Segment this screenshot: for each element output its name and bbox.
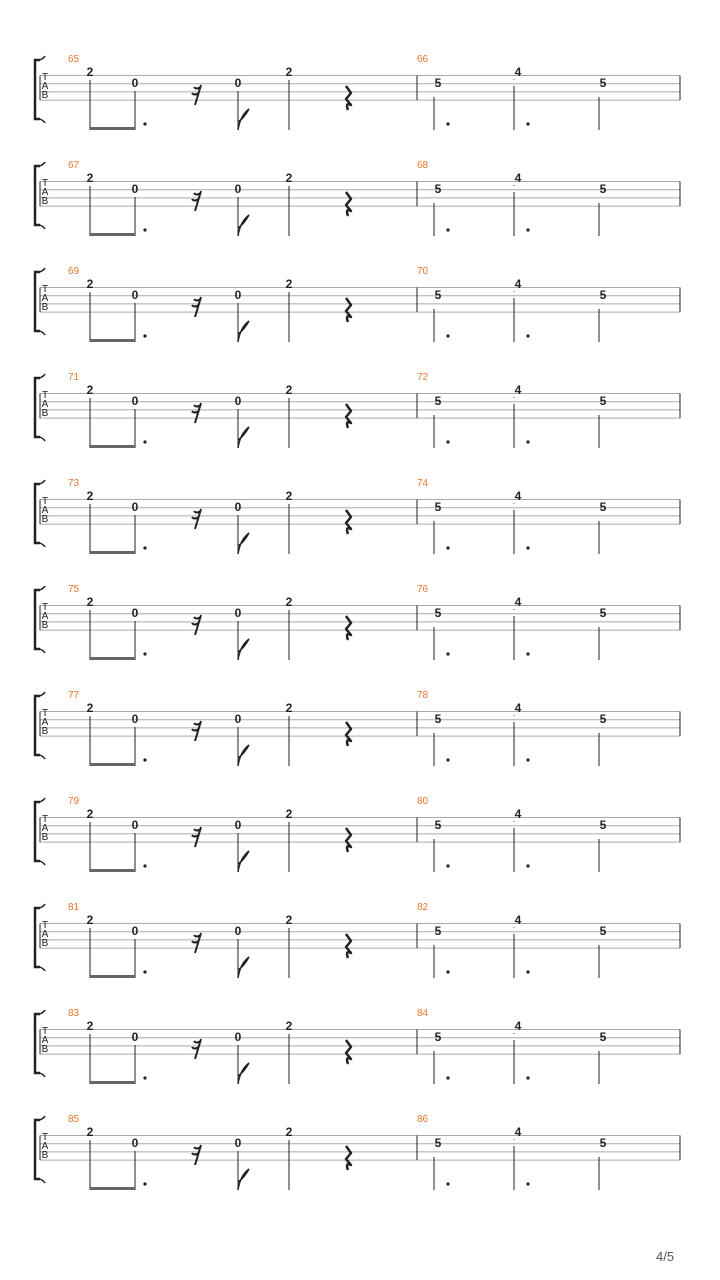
fret-number: 0 (131, 500, 139, 514)
fret-number: 4 (514, 595, 522, 609)
measure-number: 68 (417, 160, 429, 171)
tab-system (35, 796, 680, 872)
tab-clef-letter: T (41, 814, 49, 825)
system-bracket (35, 1014, 40, 1073)
measure-number: 66 (417, 54, 429, 65)
fret-number: 2 (285, 807, 293, 821)
fret-number: 5 (434, 182, 442, 196)
fret-number: 2 (86, 701, 94, 715)
measure-number: 81 (68, 902, 80, 913)
sixteenth-rest (192, 615, 201, 635)
eighth-flag (238, 109, 249, 130)
tab-clef-letter: B (41, 938, 49, 949)
measure-number: 85 (68, 1114, 80, 1125)
tab-clef-letter: B (41, 620, 49, 631)
tab-clef-letter: A (41, 929, 49, 940)
system-bracket (35, 60, 40, 119)
bracket-hook-top (40, 480, 45, 484)
fret-number: 5 (434, 1136, 442, 1150)
fret-number: 2 (285, 1125, 293, 1139)
measure-number: 67 (68, 160, 80, 171)
tab-clef-letter: T (41, 920, 49, 931)
fret-number: 2 (285, 383, 293, 397)
bracket-hook-bottom (40, 755, 45, 759)
measure-number: 82 (417, 902, 429, 913)
dot (446, 864, 449, 867)
eighth-flag (238, 1169, 249, 1190)
dot (143, 228, 146, 231)
dot (446, 546, 449, 549)
fret-number: 5 (434, 288, 442, 302)
eighth-flag (238, 957, 249, 978)
measure-number: 71 (68, 372, 80, 383)
fret-number: 0 (234, 394, 242, 408)
sixteenth-rest (192, 827, 201, 847)
fret-number: 0 (234, 712, 242, 726)
beam (90, 1081, 135, 1084)
fret-number: 5 (434, 924, 442, 938)
fret-number: 4 (514, 489, 522, 503)
quarter-rest (346, 192, 351, 216)
dot (526, 440, 529, 443)
fret-number: 0 (234, 1136, 242, 1150)
tab-clef-letter: T (41, 602, 49, 613)
dot (526, 334, 529, 337)
measure-number: 83 (68, 1008, 80, 1019)
tab-system (35, 54, 680, 130)
fret-number: 4 (514, 277, 522, 291)
fret-number: 5 (599, 500, 607, 514)
eighth-flag (238, 533, 249, 554)
dot (526, 652, 529, 655)
tab-clef-letter: A (41, 611, 49, 622)
fret-number: 2 (285, 913, 293, 927)
dot (526, 122, 529, 125)
fret-number: 2 (86, 913, 94, 927)
bracket-hook-bottom (40, 861, 45, 865)
dot (143, 1182, 146, 1185)
sixteenth-rest (192, 191, 201, 211)
tab-clef-letter: B (41, 196, 49, 207)
fret-number: 2 (86, 807, 94, 821)
tab-clef-letter: T (41, 390, 49, 401)
tab-clef-letter: T (41, 178, 49, 189)
beam (90, 127, 135, 130)
dot (143, 1076, 146, 1079)
dot (143, 864, 146, 867)
tab-system (35, 372, 680, 448)
bracket-hook-top (40, 56, 45, 60)
dot (526, 1076, 529, 1079)
sixteenth-rest (192, 721, 201, 741)
tab-clef-letter: B (41, 1150, 49, 1161)
quarter-rest (346, 510, 351, 534)
sixteenth-rest (192, 1145, 201, 1165)
measure-number: 75 (68, 584, 80, 595)
beam (90, 763, 135, 766)
fret-number: 0 (234, 76, 242, 90)
quarter-rest (346, 934, 351, 958)
system-bracket (35, 908, 40, 967)
fret-number: 5 (434, 606, 442, 620)
measure-number: 76 (417, 584, 429, 595)
dot (526, 758, 529, 761)
fret-number: 0 (131, 606, 139, 620)
dot (446, 652, 449, 655)
fret-number: 5 (434, 712, 442, 726)
bracket-hook-bottom (40, 1073, 45, 1077)
beam (90, 551, 135, 554)
bracket-hook-bottom (40, 543, 45, 547)
tab-clef-letter: A (41, 399, 49, 410)
fret-number: 2 (86, 65, 94, 79)
fret-number: 2 (285, 1019, 293, 1033)
eighth-flag (238, 1063, 249, 1084)
beam (90, 657, 135, 660)
measure-number: 80 (417, 796, 429, 807)
fret-number: 4 (514, 701, 522, 715)
fret-number: 0 (131, 818, 139, 832)
fret-number: 5 (599, 288, 607, 302)
sixteenth-rest (192, 403, 201, 423)
fret-number: 0 (234, 182, 242, 196)
fret-number: 0 (131, 182, 139, 196)
dot (143, 122, 146, 125)
measure-number: 70 (417, 266, 429, 277)
beam (90, 233, 135, 236)
measure-number: 69 (68, 266, 80, 277)
fret-number: 4 (514, 1125, 522, 1139)
sixteenth-rest (192, 1039, 201, 1059)
page-number: 4/5 (656, 1249, 675, 1264)
fret-number: 2 (285, 489, 293, 503)
system-bracket (35, 166, 40, 225)
system-bracket (35, 484, 40, 543)
tab-clef-letter: B (41, 408, 49, 419)
dot (143, 546, 146, 549)
beam (90, 869, 135, 872)
tab-clef-letter: A (41, 1035, 49, 1046)
quarter-rest (346, 616, 351, 640)
sixteenth-rest (192, 85, 201, 105)
fret-number: 5 (599, 1136, 607, 1150)
eighth-flag (238, 215, 249, 236)
fret-number: 2 (285, 701, 293, 715)
tab-system (35, 478, 680, 554)
dot (446, 758, 449, 761)
eighth-flag (238, 745, 249, 766)
quarter-rest (346, 828, 351, 852)
measure-number: 73 (68, 478, 80, 489)
fret-number: 2 (86, 1125, 94, 1139)
tab-clef-letter: B (41, 832, 49, 843)
fret-number: 2 (86, 595, 94, 609)
fret-number: 0 (234, 606, 242, 620)
measure-number: 65 (68, 54, 80, 65)
system-bracket (35, 802, 40, 861)
bracket-hook-bottom (40, 225, 45, 229)
tab-clef-letter: A (41, 293, 49, 304)
beam (90, 339, 135, 342)
tab-clef-letter: B (41, 302, 49, 313)
fret-number: 2 (285, 171, 293, 185)
tab-clef-letter: T (41, 708, 49, 719)
tab-clef-letter: B (41, 514, 49, 525)
fret-number: 0 (234, 288, 242, 302)
dot (526, 546, 529, 549)
bracket-hook-top (40, 374, 45, 378)
measure-number: 86 (417, 1114, 429, 1125)
bracket-hook-bottom (40, 967, 45, 971)
tab-system (35, 160, 680, 236)
tab-system (35, 266, 680, 342)
dot (526, 228, 529, 231)
fret-number: 4 (514, 383, 522, 397)
fret-number: 5 (599, 818, 607, 832)
quarter-rest (346, 404, 351, 428)
bracket-hook-top (40, 1116, 45, 1120)
fret-number: 2 (86, 383, 94, 397)
bracket-hook-top (40, 586, 45, 590)
measure-number: 78 (417, 690, 429, 701)
bracket-hook-bottom (40, 1179, 45, 1183)
fret-number: 2 (86, 171, 94, 185)
system-bracket (35, 696, 40, 755)
sixteenth-rest (192, 297, 201, 317)
bracket-hook-bottom (40, 331, 45, 335)
tab-clef-letter: A (41, 1141, 49, 1152)
eighth-flag (238, 321, 249, 342)
fret-number: 2 (86, 489, 94, 503)
bracket-hook-top (40, 904, 45, 908)
fret-number: 2 (285, 65, 293, 79)
tab-clef-letter: A (41, 81, 49, 92)
dot (446, 1182, 449, 1185)
fret-number: 5 (599, 182, 607, 196)
eighth-flag (238, 427, 249, 448)
bracket-hook-bottom (40, 119, 45, 123)
measure-number: 84 (417, 1008, 429, 1019)
eighth-flag (238, 851, 249, 872)
fret-number: 2 (285, 277, 293, 291)
fret-number: 5 (599, 394, 607, 408)
dot (446, 228, 449, 231)
fret-number: 0 (131, 1030, 139, 1044)
measure-number: 74 (417, 478, 429, 489)
dot (446, 122, 449, 125)
beam (90, 445, 135, 448)
eighth-flag (238, 639, 249, 660)
bracket-hook-bottom (40, 649, 45, 653)
tab-clef-letter: B (41, 90, 49, 101)
fret-number: 5 (599, 1030, 607, 1044)
fret-number: 0 (234, 818, 242, 832)
dot (446, 440, 449, 443)
tab-system (35, 902, 680, 978)
dot (526, 864, 529, 867)
tab-clef-letter: A (41, 187, 49, 198)
dot (526, 970, 529, 973)
tab-clef-letter: T (41, 1026, 49, 1037)
dot (143, 334, 146, 337)
fret-number: 5 (599, 712, 607, 726)
quarter-rest (346, 86, 351, 110)
measure-number: 72 (417, 372, 429, 383)
bracket-hook-top (40, 798, 45, 802)
fret-number: 4 (514, 1019, 522, 1033)
fret-number: 0 (234, 1030, 242, 1044)
fret-number: 5 (434, 394, 442, 408)
dot (143, 970, 146, 973)
quarter-rest (346, 298, 351, 322)
dot (143, 440, 146, 443)
dot (446, 970, 449, 973)
fret-number: 4 (514, 913, 522, 927)
fret-number: 4 (514, 65, 522, 79)
fret-number: 4 (514, 171, 522, 185)
sixteenth-rest (192, 509, 201, 529)
quarter-rest (346, 1040, 351, 1064)
fret-number: 5 (434, 76, 442, 90)
fret-number: 0 (131, 1136, 139, 1150)
system-bracket (35, 1120, 40, 1179)
fret-number: 5 (434, 500, 442, 514)
bracket-hook-top (40, 692, 45, 696)
measure-number: 79 (68, 796, 80, 807)
fret-number: 2 (86, 277, 94, 291)
tab-clef-letter: T (41, 496, 49, 507)
fret-number: 5 (599, 606, 607, 620)
tab-system (35, 1008, 680, 1084)
bracket-hook-bottom (40, 437, 45, 441)
quarter-rest (346, 722, 351, 746)
dot (526, 1182, 529, 1185)
system-bracket (35, 378, 40, 437)
tab-clef-letter: A (41, 823, 49, 834)
fret-number: 0 (131, 288, 139, 302)
fret-number: 0 (234, 500, 242, 514)
fret-number: 0 (131, 394, 139, 408)
tab-system (35, 1114, 680, 1190)
tab-clef-letter: B (41, 1044, 49, 1055)
tab-clef-letter: T (41, 284, 49, 295)
system-bracket (35, 590, 40, 649)
tab-clef-letter: B (41, 726, 49, 737)
fret-number: 5 (599, 76, 607, 90)
beam (90, 1187, 135, 1190)
tab-system (35, 584, 680, 660)
fret-number: 2 (285, 595, 293, 609)
fret-number: 0 (234, 924, 242, 938)
tab-clef-letter: T (41, 72, 49, 83)
bracket-hook-top (40, 268, 45, 272)
tab-clef-letter: T (41, 1132, 49, 1143)
fret-number: 0 (131, 924, 139, 938)
bracket-hook-top (40, 162, 45, 166)
fret-number: 5 (434, 1030, 442, 1044)
tab-clef-letter: A (41, 717, 49, 728)
fret-number: 4 (514, 807, 522, 821)
dot (143, 758, 146, 761)
measure-number: 77 (68, 690, 80, 701)
dot (446, 334, 449, 337)
beam (90, 975, 135, 978)
tab-system (35, 690, 680, 766)
system-bracket (35, 272, 40, 331)
fret-number: 5 (599, 924, 607, 938)
quarter-rest (346, 1146, 351, 1170)
fret-number: 2 (86, 1019, 94, 1033)
fret-number: 5 (434, 818, 442, 832)
bracket-hook-top (40, 1010, 45, 1014)
tab-clef-letter: A (41, 505, 49, 516)
fret-number: 0 (131, 712, 139, 726)
fret-number: 0 (131, 76, 139, 90)
dot (143, 652, 146, 655)
dot (446, 1076, 449, 1079)
sixteenth-rest (192, 933, 201, 953)
